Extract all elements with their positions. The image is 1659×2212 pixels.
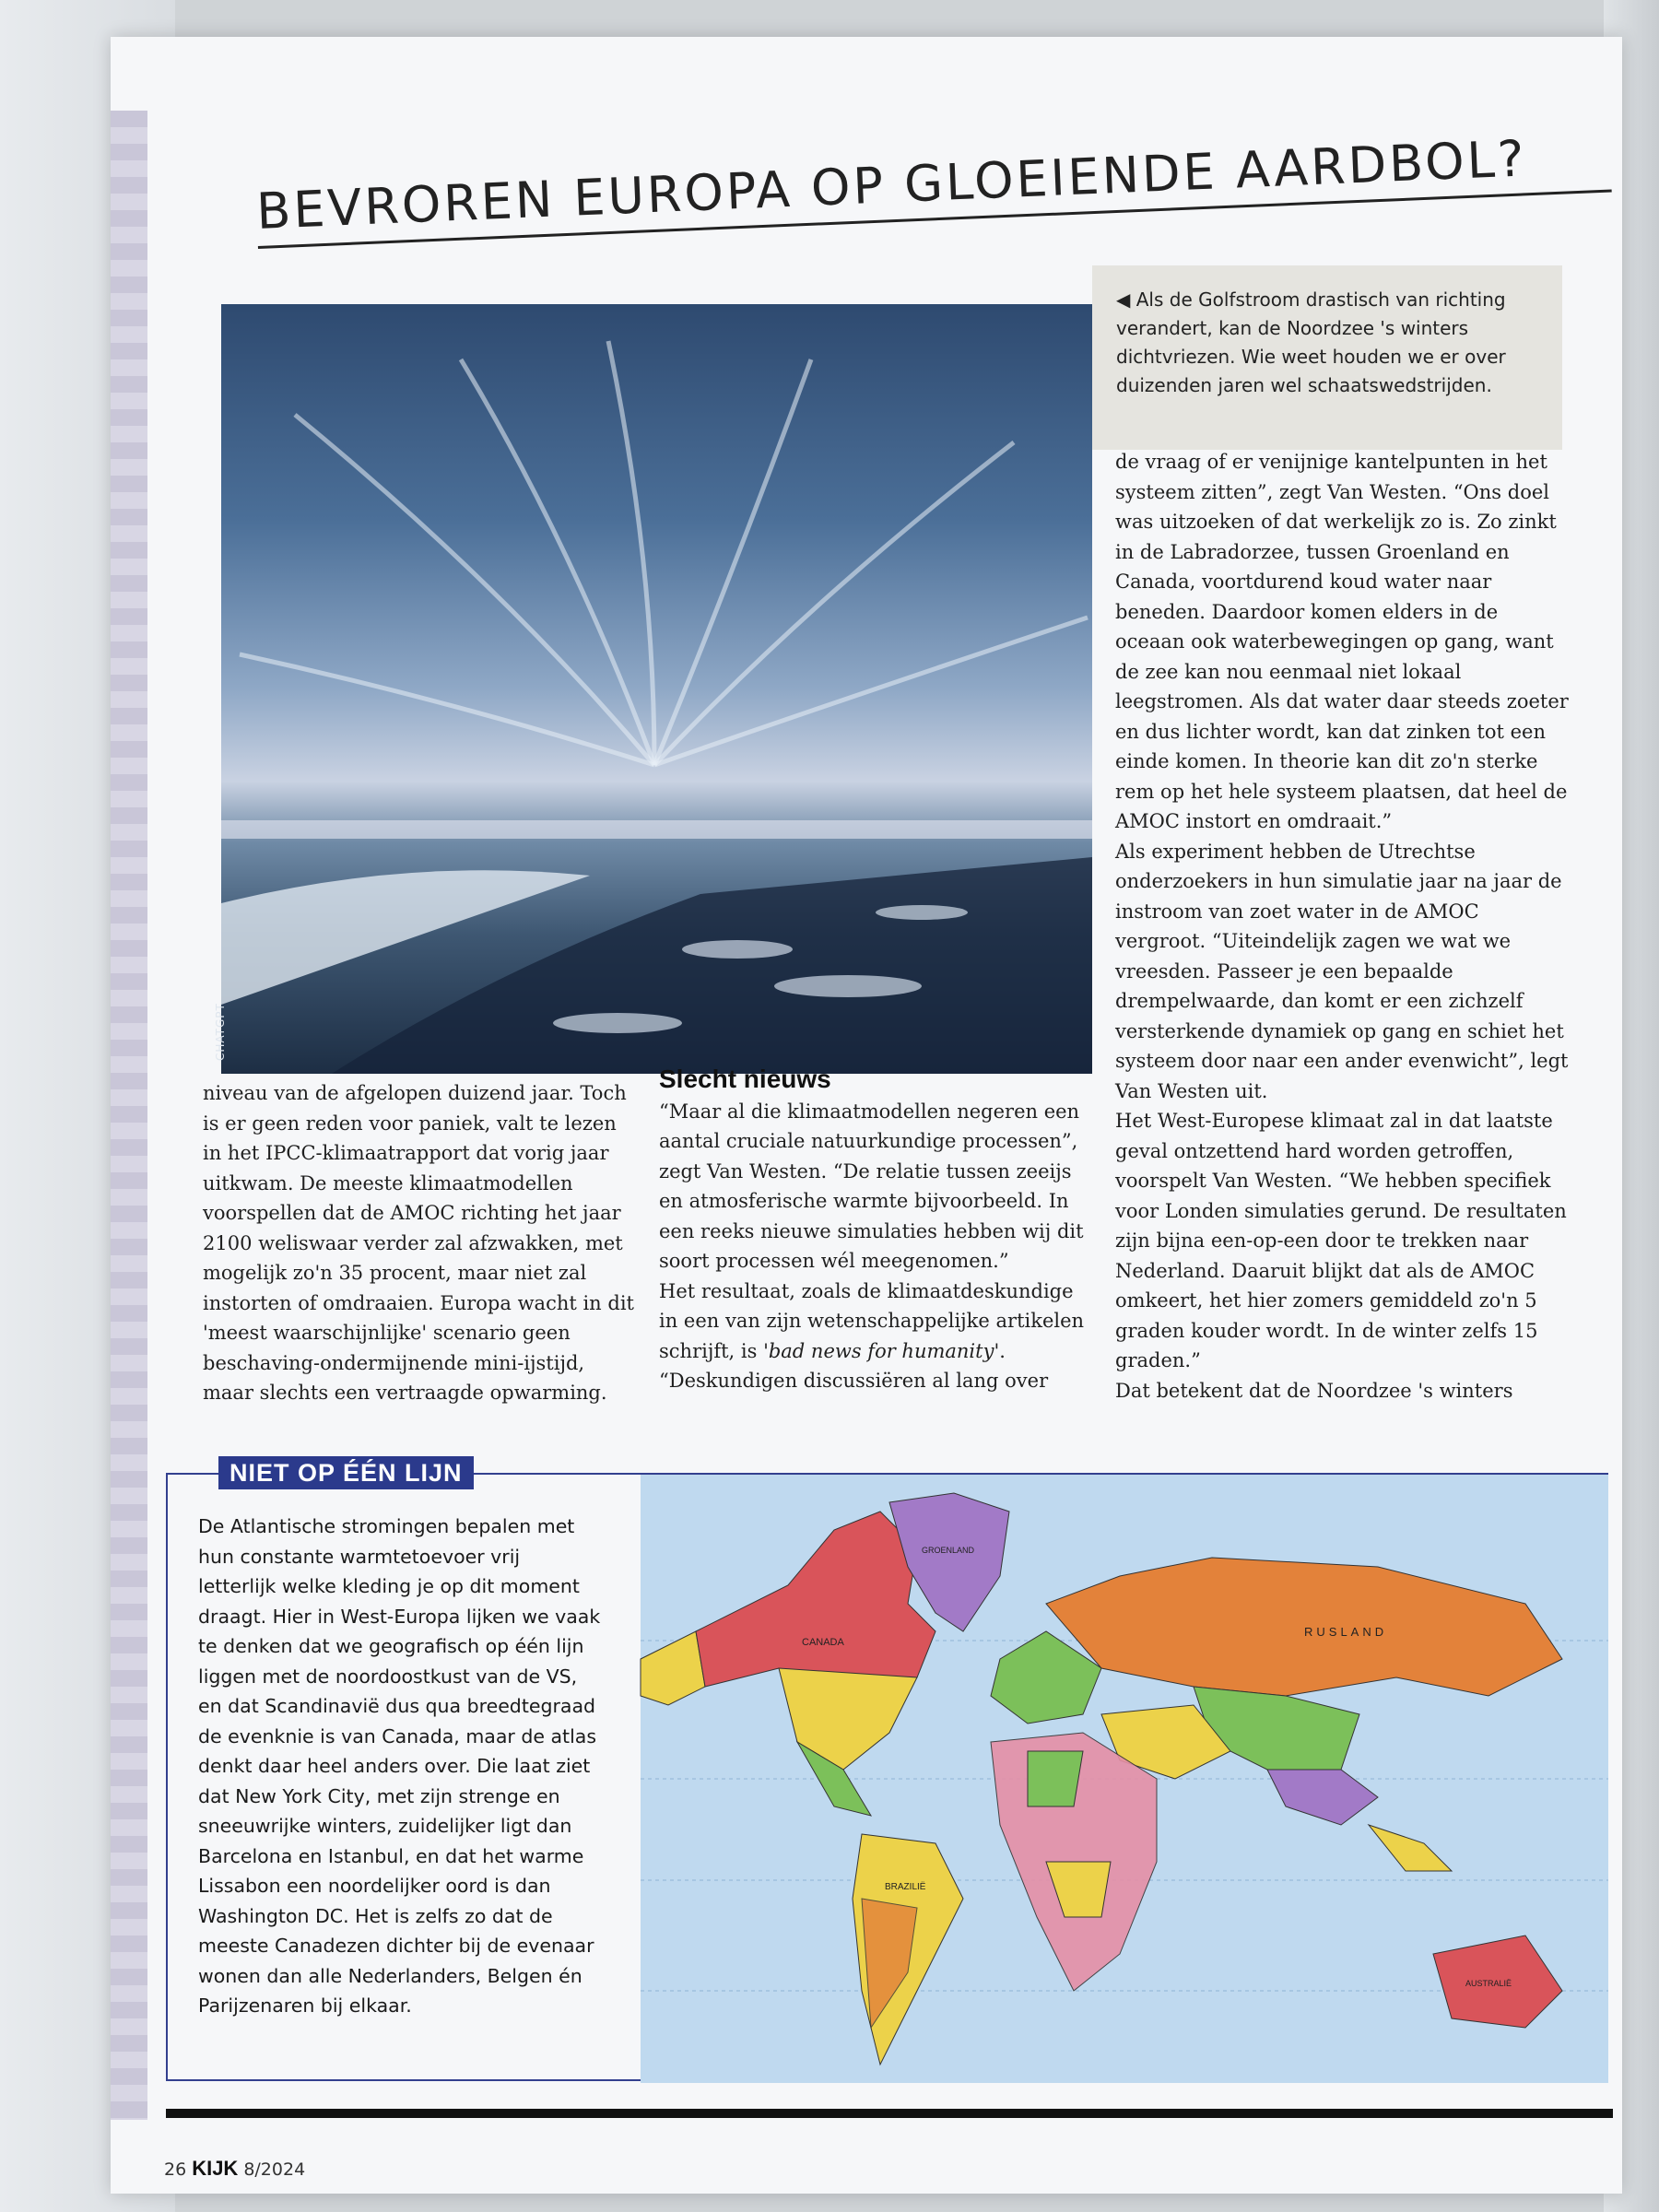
photo-credit: CHATGPT bbox=[214, 1003, 227, 1061]
page-number: 26 bbox=[164, 2159, 187, 2180]
issue-number: 8/2024 bbox=[243, 2159, 306, 2180]
map-label-brazil: BRAZILIË bbox=[885, 1882, 926, 1892]
map-label-canada: CANADA bbox=[802, 1637, 844, 1648]
emphasis-quote: 'bad news for humanity' bbox=[763, 1339, 1000, 1362]
paragraph: Dat betekent dat de Noordzee 's winters bbox=[1115, 1379, 1513, 1402]
map-label-greenland: GROENLAND bbox=[922, 1546, 975, 1555]
paragraph: de vraag of er venijnige kantelpunten in het systeem zitten”, zegt Van Westen. “Ons doel was uitzoeken of dat werkelijk zo is. Zo zinkt in de Labradorzee, tussen Groenland en Canada, voortdurend koud water naar beneden. Daardoor komen elders in de oceaan ook waterbewegingen op gang, want de zee kan nou eenmaal niet lokaal leegstromen. Als dat water daar steeds zoeter en dus lichter wordt, kan dat zinken tot een einde komen. In theorie kan dit zo'n sterke rem op het hele systeem plaatsen, dat heel de AMOC instort en omdraait.” bbox=[1115, 451, 1569, 832]
page-footer bbox=[164, 2157, 305, 2181]
article-column-2 bbox=[659, 1065, 1092, 1396]
magazine-logo: KIJK bbox=[192, 2157, 239, 2180]
world-map bbox=[641, 1475, 1608, 2083]
paragraph: Als experiment hebben de Utrechtse onderzoekers in hun simulatie jaar na jaar de instroom van zoet water in de AMOC vergroot. “Uiteindelijk zagen we wat we vreesden. Passeer je een bepaalde drempelwaarde, dan komt er een zichzelf versterkende dynamiek op gang en schiet het systeem door naar een ander evenwicht”, legt Van Westen uit. bbox=[1115, 840, 1569, 1102]
map-label-russia: RUSLAND bbox=[1304, 1625, 1388, 1639]
magazine-page bbox=[111, 37, 1622, 2194]
sidebar-box-text: De Atlantische stromingen bepalen met hun constante warmtetoevoer vrij letterlijk welke kleding je op dit moment draagt. Hier in West-Europa lijken we vaak te denken dat we geografisch op één lijn liggen met de noordoostkust van de VS, en dat Scandinavië dus qua breedtegraad de evenknie is van Canada, maar de atlas denkt daar heel anders over. Die laat ziet dat New York City, met zijn strenge en sneeuwrijke winters, zuidelijker ligt dan Barcelona en Istanbul, en dat het warme Lissabon een noordelijker oord is dan Washington DC. Het is zelfs zo dat de meeste Canadezen dichter bij de evenaar wonen dan alle Nederlanders, Belgen én Parijzenaren bij elkaar. bbox=[198, 1515, 601, 2017]
paragraph-text: . bbox=[999, 1339, 1006, 1362]
paragraph: niveau van de afgelopen duizend jaar. Toch is er geen reden voor paniek, valt te lezen in het IPCC-klimaatrapport dat vorig jaar uitkwam. De meeste klimaatmodellen voorspellen dat de AMOC richting het jaar 2100 weliswaar verder zal afzwakken, met mogelijk zo'n 35 procent, maar niet zal instorten of omdraaien. Europa wacht in dit 'meest waarschijnlijke' scenario geen beschaving-ondermijnende mini-ijstijd, maar slechts een vertraagde opwarming. bbox=[203, 1082, 634, 1404]
paragraph-text: Het resultaat, zoals de klimaatdeskundige in een van zijn wetenschappelijke artikelen schrijft, is bbox=[659, 1279, 1085, 1362]
section-subhead: Slecht nieuws bbox=[659, 1065, 831, 1093]
sidebar-box-label: NIET OP ÉÉN LIJN bbox=[218, 1456, 474, 1489]
map-label-australia: AUSTRALIË bbox=[1465, 1979, 1512, 1988]
sea-ice-photo bbox=[214, 304, 1092, 1074]
footer-rule bbox=[166, 2109, 1613, 2118]
paragraph: Het West-Europese klimaat zal in dat laatste geval ontzettend hard worden getroffen, voorspelt Van Westen. “We hebben specifiek voor Londen simulaties gerund. De resultaten zijn bijna een-op-een door te trekken naar Nederland. Daaruit blijkt dat als de AMOC omkeert, het hier zomers gemiddeld zo'n 5 graden kouder wordt. In de winter zelfs 15 graden.” bbox=[1115, 1110, 1567, 1371]
paragraph bbox=[659, 1277, 1092, 1367]
world-map-illustration bbox=[641, 1475, 1608, 2083]
photo-caption: ◀ Als de Golfstroom drastisch van richting verandert, kan de Noordzee 's winters dichtvriezen. Wie weet houden we er over duizenden jaren wel schaatswedstrijden. bbox=[1092, 265, 1562, 450]
paragraph: “Maar al die klimaatmodellen negeren een aantal cruciale natuurkundige processen”, zegt Van Westen. “De relatie tussen zeeijs en atmosferische warmte bijvoorbeeld. In een reeks nieuwe simulaties hebben wij dit soort processen wél meegenomen.” bbox=[659, 1100, 1084, 1272]
sky-clouds-illustration bbox=[221, 304, 1092, 1074]
page-edge-stripe bbox=[111, 111, 147, 2120]
article-title: BEVROREN EUROPA OP GLOEIENDE AARDBOL? bbox=[253, 91, 1611, 249]
article-column-3 bbox=[1115, 447, 1571, 1406]
paragraph: “Deskundigen discussiëren al lang over bbox=[659, 1370, 1049, 1392]
article-column-1 bbox=[203, 1078, 636, 1408]
